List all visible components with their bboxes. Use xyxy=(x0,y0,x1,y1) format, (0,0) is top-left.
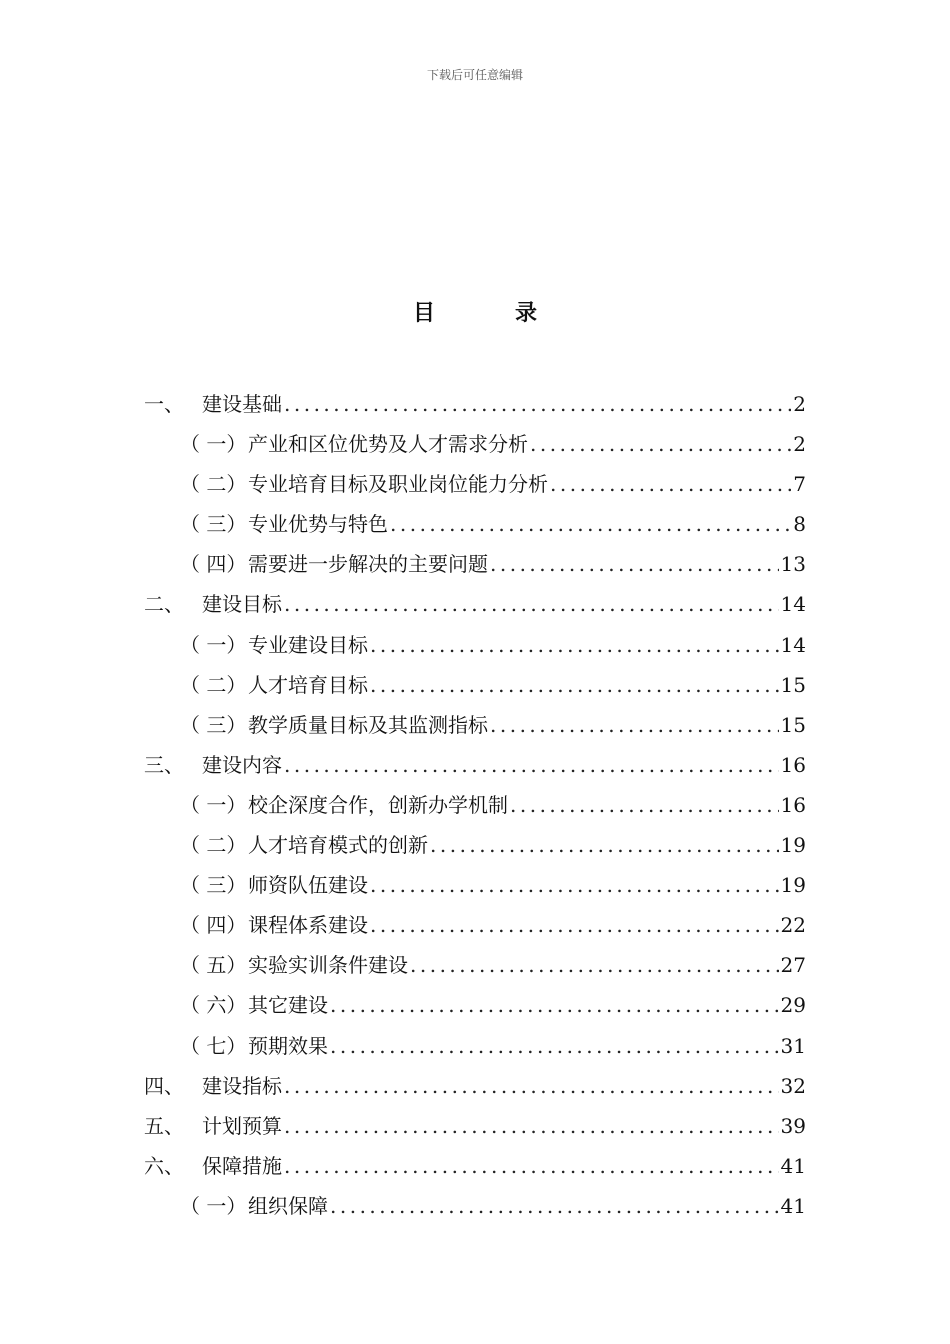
toc-entry[interactable] xyxy=(144,1186,806,1226)
toc-entry-page-number: 2 xyxy=(793,432,806,457)
toc-dot-leader xyxy=(330,1186,779,1226)
toc-entry-page-number: 15 xyxy=(780,712,806,737)
toc-dot-leader xyxy=(370,665,779,705)
toc-entry-title[interactable]: 教学质量目标及其监测指标 xyxy=(248,712,488,737)
toc-entry[interactable] xyxy=(144,825,806,865)
toc-entry-title[interactable]: 实验实训条件建设 xyxy=(248,953,408,978)
toc-entry[interactable] xyxy=(144,945,806,985)
toc-dot-leader xyxy=(370,865,779,905)
toc-entry-page-number: 41 xyxy=(780,1193,806,1218)
toc-entry-title[interactable]: 专业建设目标 xyxy=(248,632,368,657)
toc-dot-leader xyxy=(370,625,779,665)
toc-dot-leader xyxy=(330,985,779,1025)
toc-entry-page-number: 15 xyxy=(780,672,806,697)
toc-entry-page-number: 14 xyxy=(780,592,806,617)
toc-entry-title[interactable]: 建设目标 xyxy=(202,592,282,617)
toc-entry[interactable] xyxy=(144,584,806,624)
toc-entry[interactable] xyxy=(144,464,806,504)
toc-dot-leader xyxy=(370,905,779,945)
toc-entry-page-number: 32 xyxy=(780,1073,806,1098)
toc-entry-number: （ 二） xyxy=(180,833,247,858)
toc-entry[interactable] xyxy=(144,1146,806,1186)
toc-entry-title[interactable]: 产业和区位优势及人才需求分析 xyxy=(248,432,528,457)
toc-entry[interactable] xyxy=(144,865,806,905)
toc-entry-title[interactable]: 预期效果 xyxy=(248,1033,328,1058)
toc-entry-title[interactable]: 其它建设 xyxy=(248,993,328,1018)
toc-dot-leader xyxy=(330,1026,779,1066)
toc-entry-number: 五、 xyxy=(144,1113,184,1138)
toc-entry-page-number: 31 xyxy=(780,1033,806,1058)
toc-entry[interactable] xyxy=(144,384,806,424)
toc-entry-page-number: 8 xyxy=(793,512,806,537)
toc-entry[interactable] xyxy=(144,705,806,745)
toc-entry-number: （ 一） xyxy=(180,632,247,657)
toc-entry-number: 四、 xyxy=(144,1073,184,1098)
toc-entry-page-number: 16 xyxy=(780,752,806,777)
toc-entry-number: （ 二） xyxy=(180,472,247,497)
toc-dot-leader xyxy=(284,384,791,424)
toc-entry-number: （ 六） xyxy=(180,993,247,1018)
toc-entry-title[interactable]: 专业培育目标及职业岗位能力分析 xyxy=(248,472,548,497)
toc-entry-title[interactable]: 校企深度合作，创新办学机制 xyxy=(248,792,508,817)
toc-entry-page-number: 27 xyxy=(780,953,806,978)
toc-dot-leader xyxy=(410,945,779,985)
toc-entry[interactable] xyxy=(144,424,806,464)
toc-entry-number: （ 七） xyxy=(180,1033,247,1058)
toc-entry-page-number: 13 xyxy=(780,552,806,577)
toc-entry[interactable] xyxy=(144,1106,806,1146)
toc-entry-title[interactable]: 人才培育目标 xyxy=(248,672,368,697)
toc-dot-leader xyxy=(284,1066,779,1106)
toc-entry-title[interactable]: 课程体系建设 xyxy=(248,913,368,938)
toc-entry-number: 六、 xyxy=(144,1153,184,1178)
toc-entry-number: （ 一） xyxy=(180,432,247,457)
toc-entry-number: （ 四） xyxy=(180,913,247,938)
toc-entry-page-number: 2 xyxy=(793,392,806,416)
title-char-1: 目 xyxy=(412,301,435,326)
toc-entry[interactable] xyxy=(144,785,806,825)
toc-dot-leader xyxy=(284,1106,779,1146)
toc-entry-page-number: 19 xyxy=(780,873,806,898)
page-title xyxy=(0,296,950,327)
toc-entry[interactable] xyxy=(144,1026,806,1066)
toc-entry-page-number: 29 xyxy=(780,993,806,1018)
toc-entry-title[interactable]: 建设基础 xyxy=(202,392,282,416)
toc-entry-number: 一、 xyxy=(144,392,184,416)
toc-entry-page-number: 41 xyxy=(780,1153,806,1178)
toc-entry-number: 二、 xyxy=(144,592,184,617)
toc-dot-leader xyxy=(430,825,779,865)
toc-entry[interactable] xyxy=(144,544,806,584)
toc-entry-number: 三、 xyxy=(144,752,184,777)
toc-entry-number: （ 三） xyxy=(180,712,247,737)
toc-dot-leader xyxy=(284,1146,779,1186)
toc-entry[interactable] xyxy=(144,905,806,945)
toc-entry-title[interactable]: 人才培育模式的创新 xyxy=(248,833,428,858)
toc-entry-title[interactable]: 计划预算 xyxy=(202,1113,282,1138)
toc-dot-leader xyxy=(530,424,791,464)
toc-entry-page-number: 19 xyxy=(780,833,806,858)
toc-entry-title[interactable]: 建设指标 xyxy=(202,1073,282,1098)
toc-dot-leader xyxy=(284,745,779,785)
toc-entry[interactable] xyxy=(144,745,806,785)
toc-entry-title[interactable]: 专业优势与特色 xyxy=(248,512,388,537)
toc-entry-page-number: 14 xyxy=(780,632,806,657)
toc-entry-number: （ 一） xyxy=(180,1193,247,1218)
toc-entry[interactable] xyxy=(144,1066,806,1106)
toc-dot-leader xyxy=(510,785,779,825)
toc-entry-number: （ 三） xyxy=(180,873,247,898)
toc-entry-title[interactable]: 师资队伍建设 xyxy=(248,873,368,898)
toc-entry[interactable] xyxy=(144,985,806,1025)
toc-entry-page-number: 39 xyxy=(780,1113,806,1138)
toc-entry[interactable] xyxy=(144,665,806,705)
toc-entry-number: （ 一） xyxy=(180,792,247,817)
toc-entry-title[interactable]: 保障措施 xyxy=(202,1153,282,1178)
toc-entry-page-number: 7 xyxy=(793,472,806,497)
header-note: 下载后可任意编辑 xyxy=(426,68,523,82)
table-of-contents xyxy=(144,384,806,1226)
toc-entry-title[interactable]: 需要进一步解决的主要问题 xyxy=(248,552,488,577)
toc-entry-title[interactable]: 组织保障 xyxy=(248,1193,328,1218)
toc-dot-leader xyxy=(490,544,779,584)
toc-dot-leader xyxy=(550,464,791,504)
toc-entry-number: （ 二） xyxy=(180,672,247,697)
title-char-2: 录 xyxy=(515,301,538,326)
toc-entry-number: （ 四） xyxy=(180,552,247,577)
toc-entry[interactable] xyxy=(144,625,806,665)
toc-dot-leader xyxy=(284,584,779,624)
toc-entry-number: （ 五） xyxy=(180,953,247,978)
toc-dot-leader xyxy=(490,705,779,745)
toc-entry-page-number: 22 xyxy=(780,913,806,938)
toc-entry-title[interactable]: 建设内容 xyxy=(202,752,282,777)
toc-entry-number: （ 三） xyxy=(180,512,247,537)
toc-entry-page-number: 16 xyxy=(780,792,806,817)
toc-entry[interactable] xyxy=(144,504,806,544)
toc-dot-leader xyxy=(390,504,791,544)
